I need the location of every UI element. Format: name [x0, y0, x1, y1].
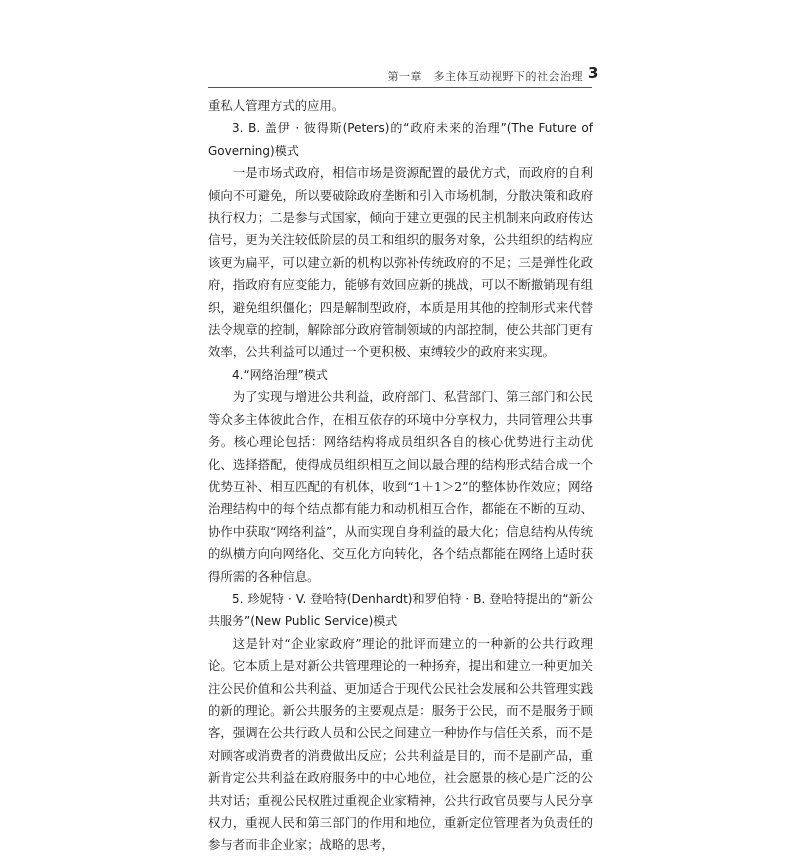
paragraph-continued: 重私人管理方式的应用。: [208, 98, 345, 113]
section-heading-4: 4.“网络治理”模式: [232, 367, 328, 382]
chapter-title: 第一章 多主体互动视野下的社会治理: [387, 70, 583, 83]
section-heading-5: 5. 珍妮特 · V. 登哈特(Denhardt)和罗伯特 · B. 登哈特提出的“新公共服务”(New Public Service)模式: [208, 591, 593, 629]
running-header: [0, 64, 800, 86]
header-divider: [208, 87, 592, 88]
body-text: [208, 95, 593, 857]
paragraph-network-governance: 为了实现与增进公共利益，政府部门、私营部门、第三部门和公民等众多主体彼此合作，在相互依存的环境中分享权力，共同管理公共事务。核心理论包括：网络结构将成员组织各自的核心优势进行主动优化、选择搭配，使得成员组织相互之间以最合理的结构形式结合成一个优势互补、相互匹配的有机体，收到“1＋1＞2”的整体协作效应；网络治理结构中的每个结点都有能力和动机相互合作，都能在不断的互动、协作中获取“网络利益”，从而实现自身利益的最大化；信息结构从传统的纵横方向向网络化、交互化方向转化，各个结点都能在网络上适时获得所需的各种信息。: [208, 389, 593, 584]
section-heading-3: 3. B. 盖伊 · 彼得斯(Peters)的“政府未来的治理”(The Future of Governing)模式: [208, 121, 593, 158]
page-number: 3: [588, 64, 599, 82]
paragraph-peters-model: 一是市场式政府，相信市场是资源配置的最优方式，而政府的自利倾向不可避免，所以要破除政府垄断和引入市场机制，分散决策和政府执行权力；二是参与式国家，倾向于建立更强的民主机制来向政府传达信号，更为关注较低阶层的员工和组织的服务对象，公共组织的结构应该更为扁平，可以建立新的机构以弥补传统政府的不足；三是弹性化政府，指政府有应变能力，能够有效回应新的挑战，可以不断撤销现有组织，避免组织僵化；四是解制型政府，本质是用其他的控制形式来代替法令规章的控制，解除部分政府管制领域的内部控制，使公共部门更有效率，公共利益可以通过一个更积极、束缚较少的政府来实现。: [208, 165, 593, 360]
paragraph-new-public-service: 这是针对“企业家政府”理论的批评而建立的一种新的公共行政理论。它本质上是对新公共管理理论的一种扬弃，提出和建立一种更加关注公民价值和公共利益、更加适合于现代公民社会发展和公共管理实践的新的理论。新公共服务的主要观点是：服务于公民，而不是服务于顾客，强调在公共行政人员和公民之间建立一种协作与信任关系，而不是对顾客或消费者的消费做出反应；公共利益是目的，而不是副产品，重新肯定公共利益在政府服务中的中心地位，社会愿景的核心是广泛的公共对话；重视公民权胜过重视企业家精神，公共行政官员要与人民分享权力，重视人民和第三部门的作用和地位，重新定位管理者为负责任的参与者而非企业家；战略的思考，: [208, 635, 593, 853]
